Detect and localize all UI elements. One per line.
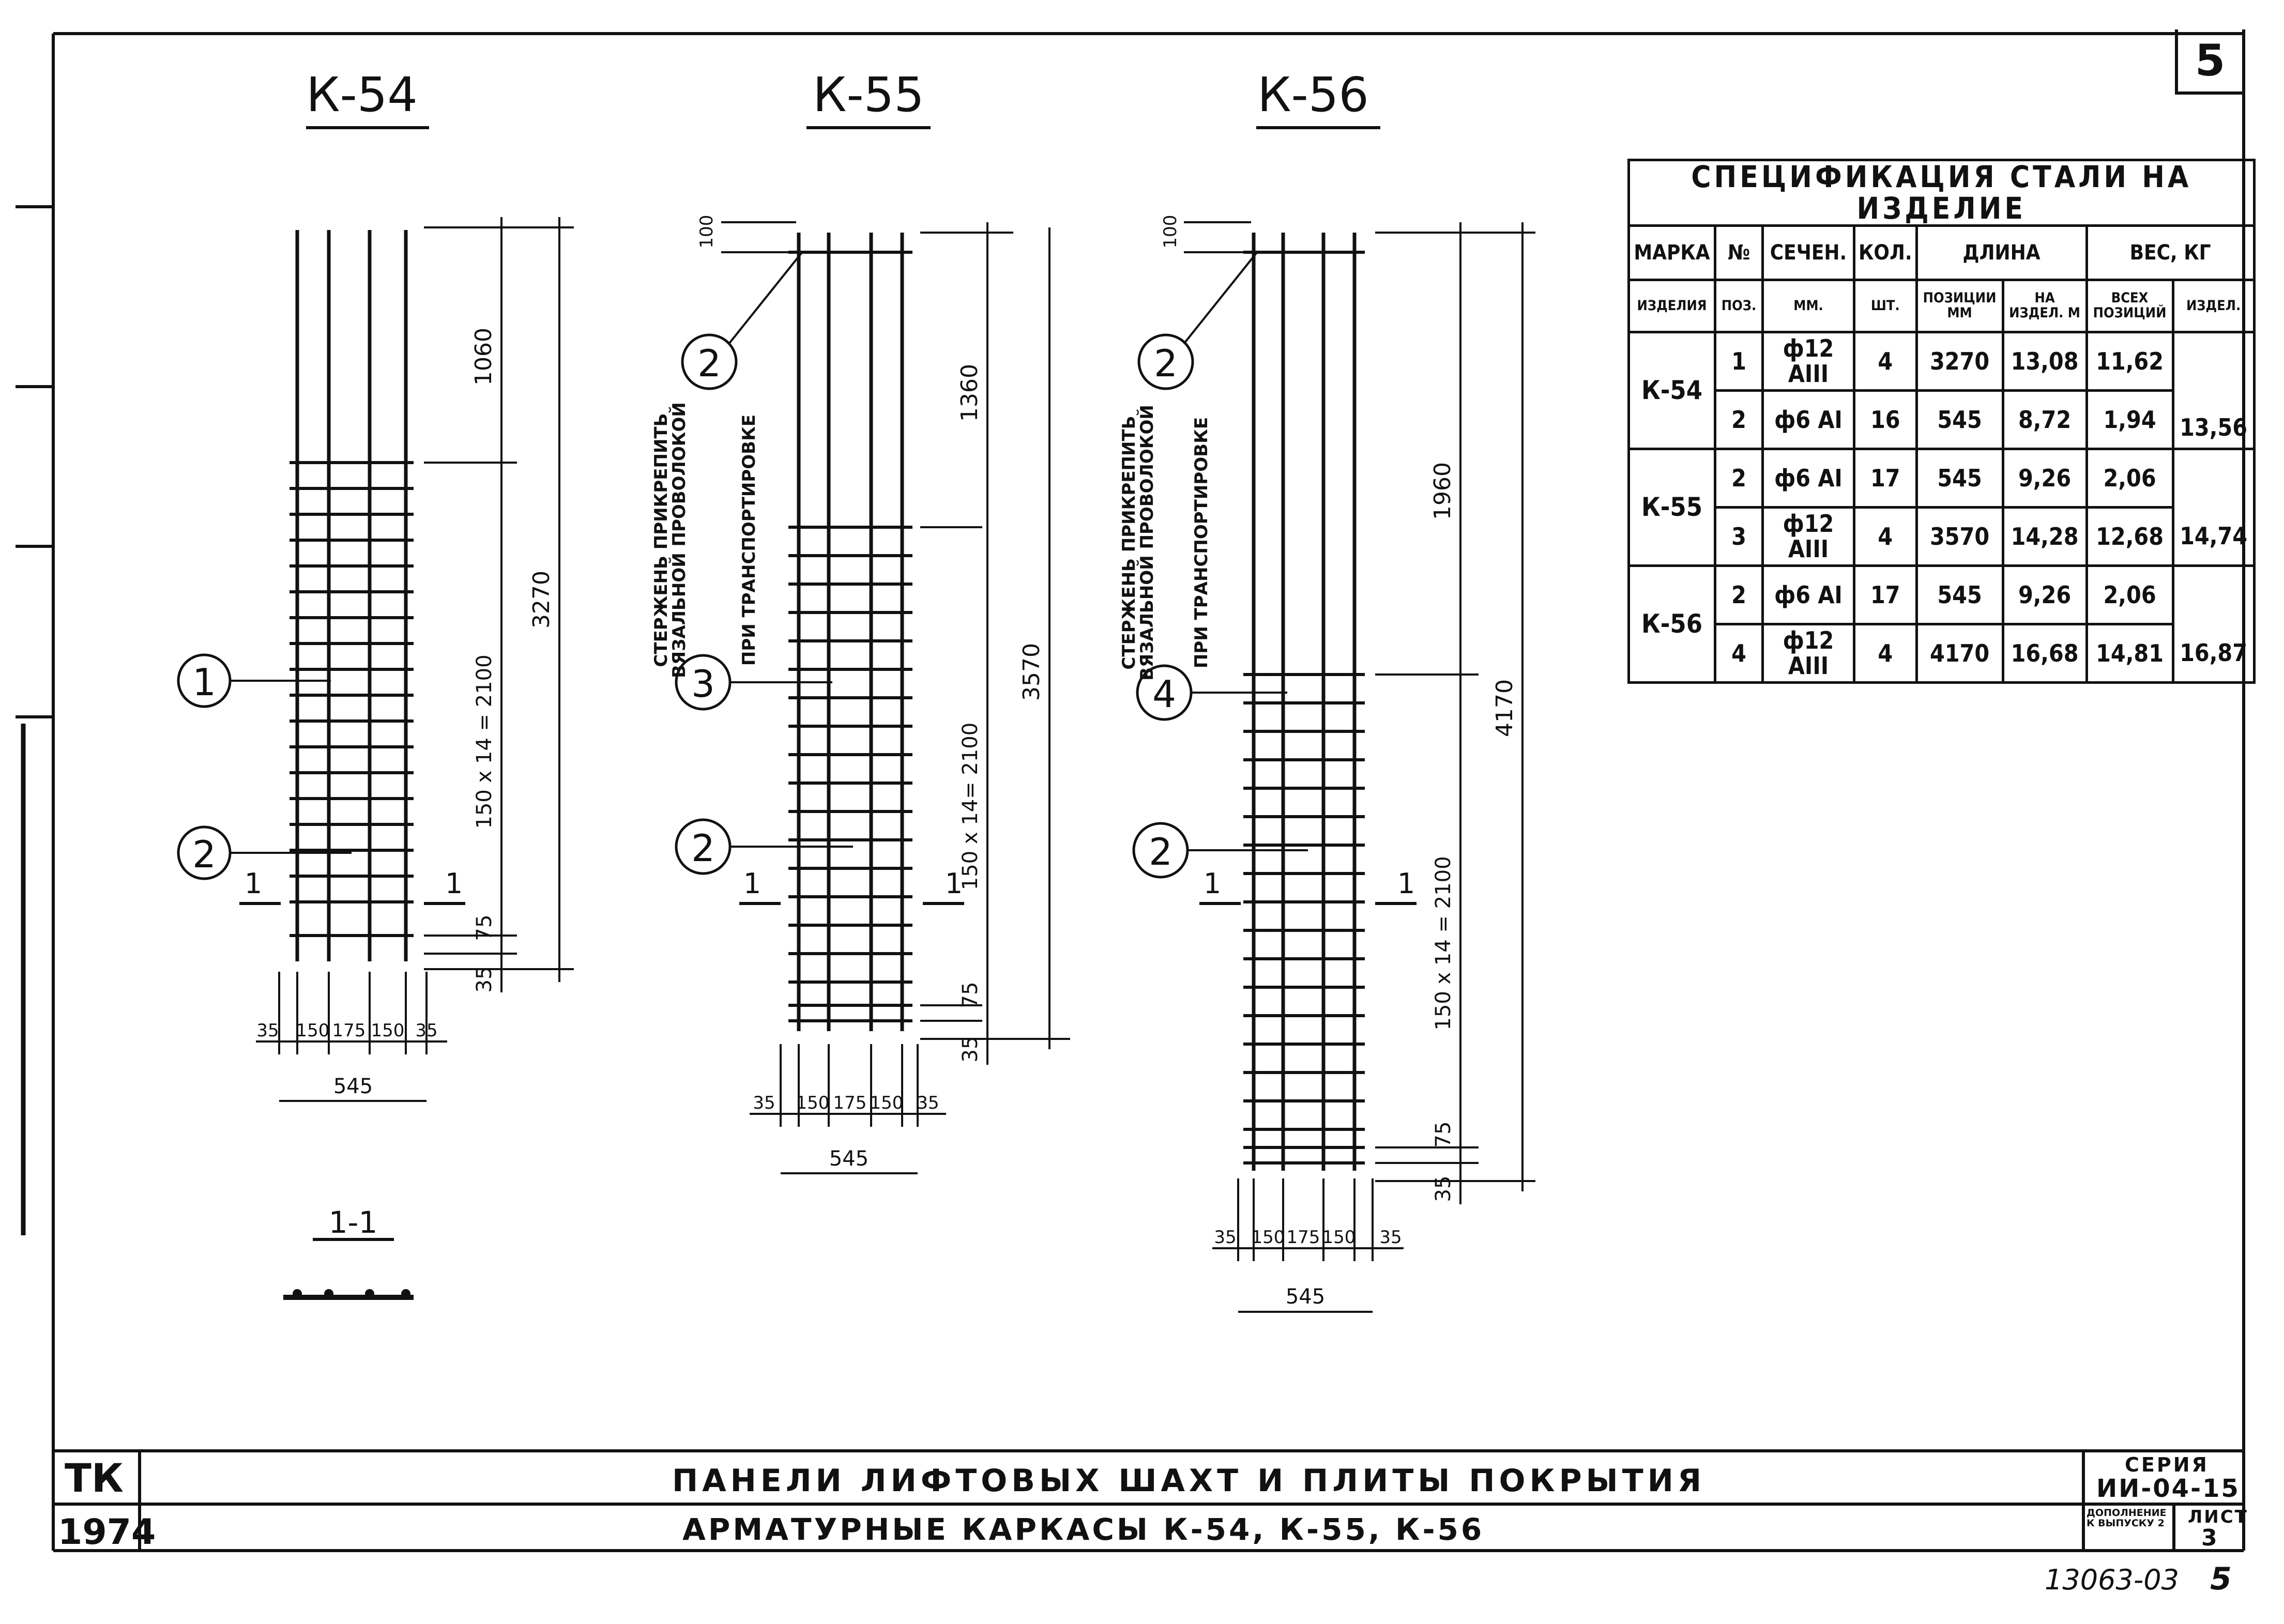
spec-cell: 4 — [1854, 624, 1917, 682]
spec-cell: 9,26 — [2003, 449, 2087, 507]
spec-cell: 3270 — [1916, 332, 2003, 390]
title-block-supplement: ДОПОЛНЕНИЕ К ВЫПУСКУ 2 — [2087, 1507, 2167, 1529]
spec-cell: 14,81 — [2087, 624, 2173, 682]
dim-width-k54: 545 — [333, 1075, 373, 1098]
binding-edge-marks — [16, 207, 52, 1235]
steel-spec-table — [1627, 159, 2256, 684]
stirrups-k56 — [1243, 252, 1365, 1163]
spec-cell: 2 — [1715, 565, 1763, 624]
dim-offset-k56: 100 — [1160, 215, 1181, 249]
mark-k56: К-56 — [1257, 67, 1369, 122]
spec-cell: ф6 АI — [1763, 565, 1854, 624]
spec-cell: 4 — [1854, 332, 1917, 390]
spec-h2-section: ММ. — [1763, 280, 1854, 332]
section-cut-left-k56: 1 — [1203, 867, 1222, 900]
spec-cell: ф6 АI — [1763, 390, 1854, 449]
frame-k54 — [178, 67, 574, 1298]
spec-cell: 12,68 — [2087, 507, 2173, 565]
spec-h1-mark: МАРКА — [1629, 225, 1715, 280]
dim-bottom-1-k54: 150 — [296, 1020, 330, 1041]
spec-mark-k54: К-54 — [1629, 332, 1715, 449]
spec-h2-qty: ШТ. — [1854, 280, 1917, 332]
spec-cell: 13,08 — [2003, 332, 2087, 390]
stirrups-k55 — [788, 252, 912, 1021]
spec-h2-len-pos: ПОЗИЦИИ ММ — [1916, 280, 2003, 332]
spec-cell: ф12 АIII — [1763, 507, 1854, 565]
spec-cell: 11,62 — [2087, 332, 2173, 390]
position-2-k55: 2 — [691, 826, 715, 870]
dim-total-k55: 3570 — [1018, 643, 1045, 701]
title-block-sheet-label: ЛИСТ — [2188, 1507, 2248, 1527]
spec-cell: 16,68 — [2003, 624, 2087, 682]
dim-top-k54: 1060 — [470, 328, 497, 386]
spec-cell: 2 — [1715, 390, 1763, 449]
dim-bottom-0-k54: 35 — [256, 1020, 279, 1041]
frame-k56 — [1119, 67, 1535, 1312]
section-cut-left-k55: 1 — [743, 867, 762, 900]
spec-cell: 2,06 — [2087, 449, 2173, 507]
spec-h1-qty: КОЛ. — [1854, 225, 1917, 280]
spec-weight-k56: 16,87 — [2173, 565, 2254, 682]
table-row — [1629, 624, 2255, 682]
table-row — [1629, 332, 2255, 390]
spec-cell: 545 — [1916, 565, 2003, 624]
position-2-top-k56: 2 — [1154, 342, 1178, 385]
note-line-1-k56: СТЕРЖЕНЬ ПРИКРЕПИТЬ — [1119, 416, 1139, 670]
spec-cell: 545 — [1916, 449, 2003, 507]
spec-weight-k54: 13,56 — [2173, 332, 2254, 449]
spec-h1-section: СЕЧЕН. — [1763, 225, 1854, 280]
dim-bottom-2-k56: 175 — [1286, 1227, 1320, 1248]
dim-bottom-4-k54: 35 — [415, 1020, 438, 1041]
note-line-2-k56: ВЯЗАЛЬНОЙ ПРОВОЛОКОЙ — [1137, 405, 1158, 681]
title-block-title-2: АРМАТУРНЫЕ КАРКАСЫ К-54, К-55, К-56 — [682, 1512, 1485, 1547]
title-block-sheet-value: 3 — [2201, 1525, 2217, 1551]
spec-cell: ф12 АIII — [1763, 332, 1854, 390]
spec-h2-pos: ПОЗ. — [1715, 280, 1763, 332]
spec-mark-k56: К-56 — [1629, 565, 1715, 682]
title-block-series-label: СЕРИЯ — [2125, 1453, 2209, 1476]
sheet-number: 5 — [2175, 29, 2245, 95]
spec-h2-w-item: ИЗДЕЛ. — [2173, 280, 2254, 332]
spec-cell: 14,28 — [2003, 507, 2087, 565]
stirrups-k54 — [290, 463, 414, 936]
page-number: 5 — [2210, 1561, 2232, 1597]
spec-cell: 4 — [1854, 507, 1917, 565]
title-block-org: ТК — [65, 1455, 124, 1501]
dim-75-k55: 75 — [958, 982, 982, 1008]
dim-bottom-1-k55: 150 — [796, 1093, 830, 1113]
note-line-1-k55: СТЕРЖЕНЬ ПРИКРЕПИТЬ — [651, 413, 672, 667]
title-block-series-value: ИИ-04-15 — [2096, 1474, 2240, 1503]
dim-top-k55: 1360 — [956, 364, 983, 422]
mark-k55: К-55 — [813, 67, 924, 122]
position-4-k56: 4 — [1152, 672, 1176, 716]
section-cut-left-k54: 1 — [244, 867, 263, 900]
note-k56 — [1119, 405, 1212, 681]
dim-bottom-0-k56: 35 — [1214, 1227, 1237, 1248]
dim-bottom-2-k54: 175 — [332, 1020, 366, 1041]
dim-75-k54: 75 — [473, 914, 496, 941]
position-2-top-k55: 2 — [697, 342, 721, 385]
title-block-year: 1974 — [58, 1512, 156, 1553]
dim-total-k56: 4170 — [1491, 679, 1518, 737]
spec-cell: 3 — [1715, 507, 1763, 565]
dim-top-k56: 1960 — [1429, 462, 1456, 520]
dim-bottom-3-k56: 150 — [1322, 1227, 1356, 1248]
dim-width-k56: 545 — [1285, 1285, 1326, 1309]
dim-bottom-1-k56: 150 — [1251, 1227, 1285, 1248]
section-cut-right-k55: 1 — [945, 867, 963, 900]
note-line-2-k55: ВЯЗАЛЬНОЙ ПРОВОЛОКОЙ — [669, 402, 690, 678]
frame-k55 — [651, 67, 1070, 1173]
dim-total-k54: 3270 — [528, 571, 555, 629]
spec-mark-k55: К-55 — [1629, 449, 1715, 565]
spec-cell: 17 — [1854, 565, 1917, 624]
spec-cell: 545 — [1916, 390, 2003, 449]
dim-35-k54: 35 — [473, 966, 496, 993]
spec-cell: 8,72 — [2003, 390, 2087, 449]
note-line-3-k55: ПРИ ТРАНСПОРТИРОВКЕ — [739, 414, 759, 666]
spec-cell: 3570 — [1916, 507, 2003, 565]
spec-cell: 2,06 — [2087, 565, 2173, 624]
spec-cell: 4170 — [1916, 624, 2003, 682]
table-row — [1629, 390, 2255, 449]
position-1-k54: 1 — [192, 661, 216, 704]
dim-bottom-3-k54: 150 — [371, 1020, 405, 1041]
table-row — [1629, 507, 2255, 565]
dim-spacing-k54: 150 x 14 = 2100 — [473, 654, 496, 829]
dim-35-k55: 35 — [958, 1036, 982, 1063]
note-line-3-k56: ПРИ ТРАНСПОРТИРОВКЕ — [1191, 417, 1212, 669]
spec-cell: 4 — [1715, 624, 1763, 682]
position-3-k55: 3 — [691, 662, 715, 706]
mark-k54: К-54 — [306, 67, 418, 122]
title-block-title-1: ПАНЕЛИ ЛИФТОВЫХ ШАХТ И ПЛИТЫ ПОКРЫТИЯ — [672, 1463, 1706, 1499]
position-2-k56: 2 — [1149, 830, 1173, 874]
spec-weight-k55: 14,74 — [2173, 449, 2254, 565]
section-cut-right-k56: 1 — [1397, 867, 1415, 900]
spec-cell: 2 — [1715, 449, 1763, 507]
spec-h1-length: ДЛИНА — [1916, 225, 2087, 280]
spec-cell: 16 — [1854, 390, 1917, 449]
table-row — [1629, 449, 2255, 507]
dim-bottom-3-k55: 150 — [870, 1093, 904, 1113]
dim-bottom-4-k55: 35 — [917, 1093, 939, 1113]
spec-cell: 1,94 — [2087, 390, 2173, 449]
spec-cell: 17 — [1854, 449, 1917, 507]
section-mark: 1-1 — [328, 1205, 378, 1240]
dim-35-k56: 35 — [1432, 1175, 1455, 1202]
dim-width-k55: 545 — [829, 1147, 869, 1171]
dim-bottom-2-k55: 175 — [833, 1093, 867, 1113]
dim-spacing-k55: 150 x 14= 2100 — [958, 722, 982, 891]
dim-bottom-4-k56: 35 — [1379, 1227, 1402, 1248]
table-row — [1629, 565, 2255, 624]
spec-h2-len-item: НА ИЗДЕЛ. М — [2003, 280, 2087, 332]
spec-cell: ф12 АIII — [1763, 624, 1854, 682]
spec-h2-w-pos: ВСЕХ ПОЗИЦИЙ — [2087, 280, 2173, 332]
spec-h2-mark: ИЗДЕЛИЯ — [1629, 280, 1715, 332]
longitudinal-bars-k55 — [799, 233, 902, 1031]
spec-cell: 9,26 — [2003, 565, 2087, 624]
spec-title: СПЕЦИФИКАЦИЯ СТАЛИ НА ИЗДЕЛИЕ — [1629, 160, 2255, 226]
spec-cell: ф6 АI — [1763, 449, 1854, 507]
section-cut-right-k54: 1 — [445, 867, 463, 900]
dim-offset-k55: 100 — [696, 215, 717, 249]
note-k55 — [651, 402, 759, 678]
spec-h1-pos: № — [1715, 225, 1763, 280]
spec-cell: 1 — [1715, 332, 1763, 390]
position-2-k54: 2 — [192, 833, 216, 876]
dim-75-k56: 75 — [1432, 1121, 1455, 1148]
dim-bottom-0-k55: 35 — [753, 1093, 775, 1113]
archive-number: 13063-03 — [2045, 1564, 2179, 1596]
spec-h1-weight: ВЕС, КГ — [2087, 225, 2254, 280]
dimension-lines-k55 — [920, 222, 1070, 1065]
dim-spacing-k56: 150 x 14 = 2100 — [1432, 856, 1455, 1031]
